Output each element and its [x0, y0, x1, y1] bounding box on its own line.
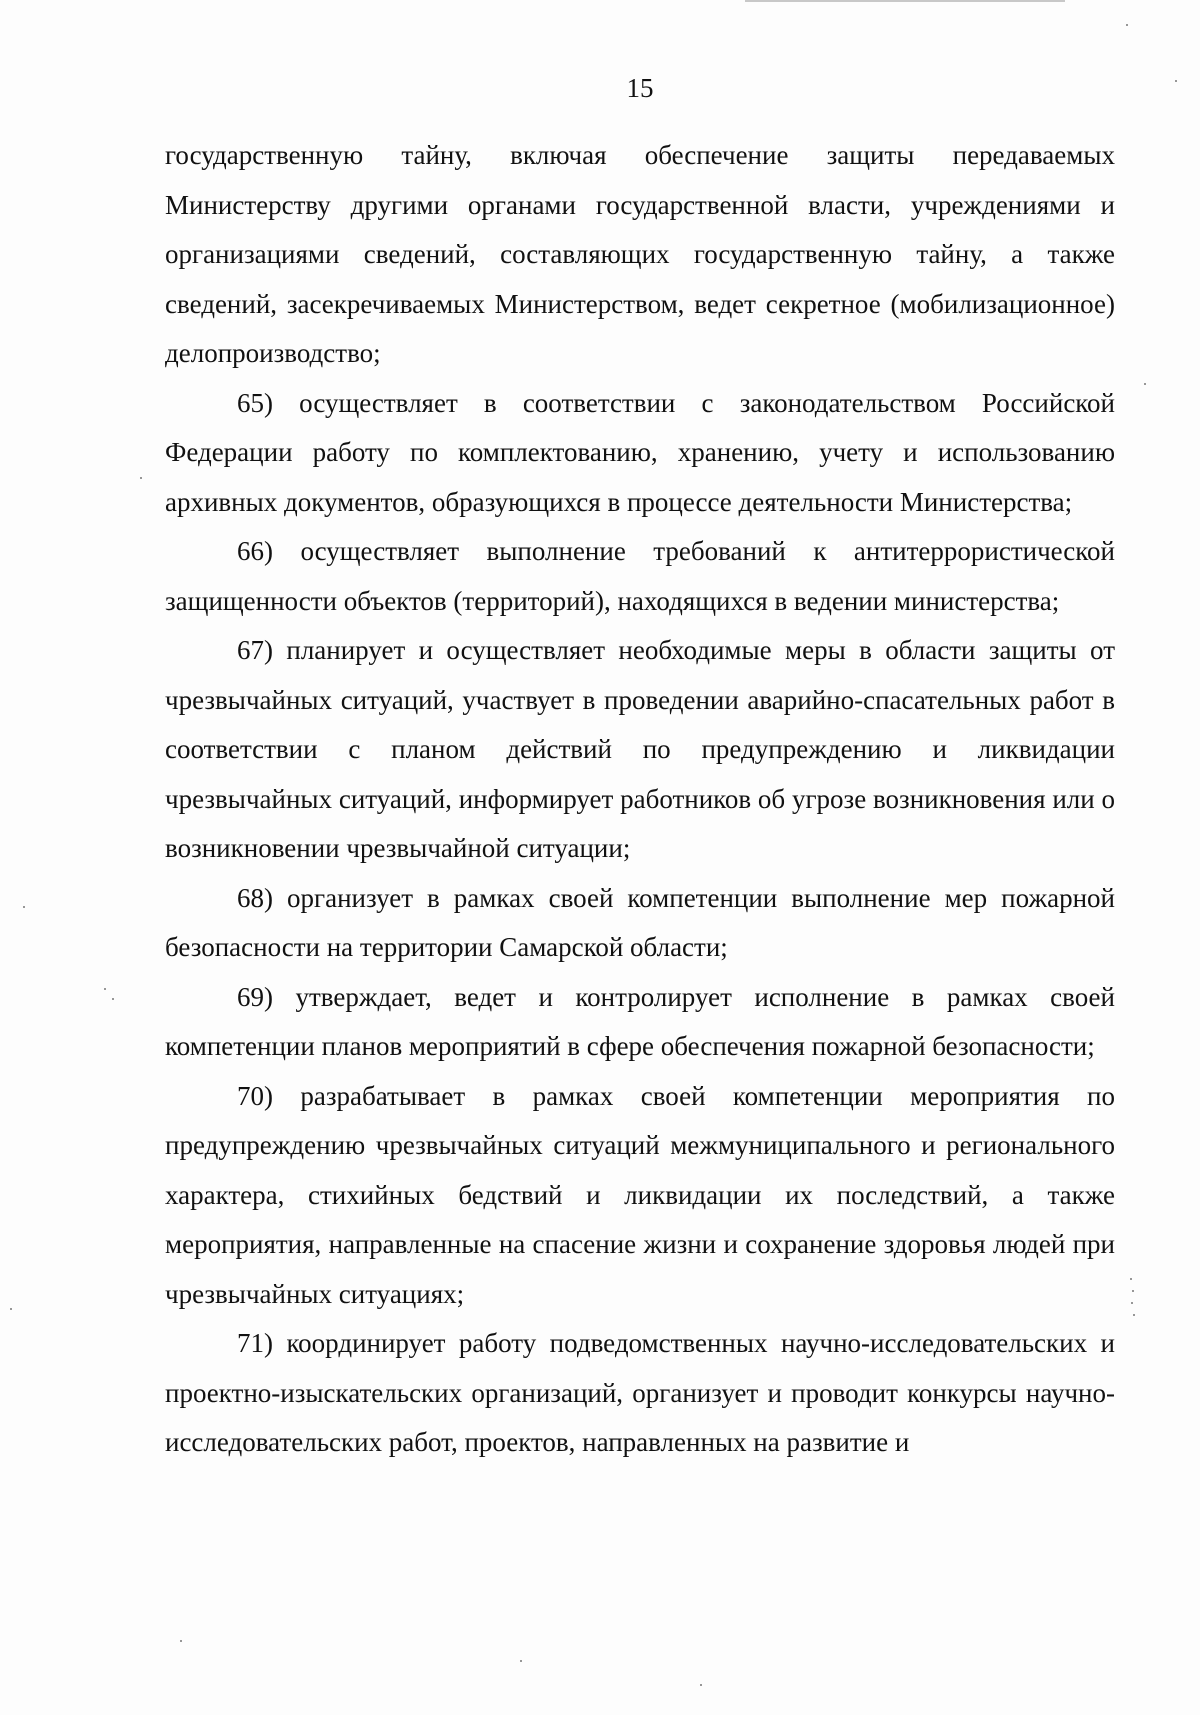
scan-speck	[23, 906, 25, 908]
scan-speck	[180, 1640, 182, 1642]
page-number: 15	[626, 73, 654, 103]
paragraph-item-70: 70) разрабатывает в рамках своей компетенции мероприятия по предупреждению чрезвычайных ситуаций межмуниципального и регионального характера, стихийных бедствий и ликвидации их последствий, а также мероприятия, направленные на спасение жизни и сохранение здоровья людей при чрезвычайных ситуациях;	[165, 1080, 1115, 1309]
scan-speck	[10, 1308, 12, 1310]
paragraph-item-68: 68) организует в рамках своей компетенции выполнение мер пожарной безопасности на территории Самарской области;	[165, 882, 1115, 962]
scan-speck	[1144, 383, 1146, 385]
scan-speck	[112, 998, 114, 1000]
paragraph-item-65: 65) осуществляет в соответствии с законодательством Российской Федерации работу по комплектованию, хранению, учету и использованию архивных документов, образующихся в процессе деятельности Министерства;	[165, 387, 1115, 517]
scan-speck	[1175, 80, 1177, 82]
scan-speck	[104, 988, 106, 990]
paragraph-continuation: государственную тайну, включая обеспечение защиты передаваемых Министерству другими органами государственной власти, учреждениями и организациями сведений, составляющих государственную тайну, а также сведений, засекречиваемых Министерством, ведет секретное (мобилизационное) делопроизводство;	[165, 140, 1115, 368]
scan-speck	[1133, 1314, 1135, 1316]
scan-edge-line	[745, 0, 1065, 2]
paragraph-item-67: 67) планирует и осуществляет необходимые меры в области защиты от чрезвычайных ситуаций, участвует в проведении аварийно-спасательных работ в соответствии с планом действий по предупреждению и ликвидации чрезвычайных ситуаций, информирует работников об угрозе возникновения или о возникновении чрезвычайной ситуации;	[165, 635, 1115, 863]
scan-speck	[1130, 1278, 1132, 1280]
paragraph-item-69: 69) утверждает, ведет и контролирует исполнение в рамках своей компетенции планов мероприятий в сфере обеспечения пожарной безопасности;	[165, 981, 1115, 1061]
paragraph-item-66: 66) осуществляет выполнение требований к антитеррористической защищенности объектов (территорий), находящихся в ведении министерства;	[165, 536, 1115, 616]
paragraph-item-71: 71) координирует работу подведомственных научно-исследовательских и проектно-изыскательских организаций, организует и проводит конкурсы научно-исследовательских работ, проектов, направленных на развитие и	[165, 1328, 1115, 1457]
scan-speck	[140, 477, 142, 479]
scan-speck	[1126, 24, 1128, 26]
scan-speck	[1131, 1302, 1133, 1304]
scan-speck	[700, 1684, 702, 1686]
document-body	[165, 131, 1115, 1468]
scan-speck	[1132, 1290, 1134, 1292]
scan-speck	[520, 1660, 522, 1662]
